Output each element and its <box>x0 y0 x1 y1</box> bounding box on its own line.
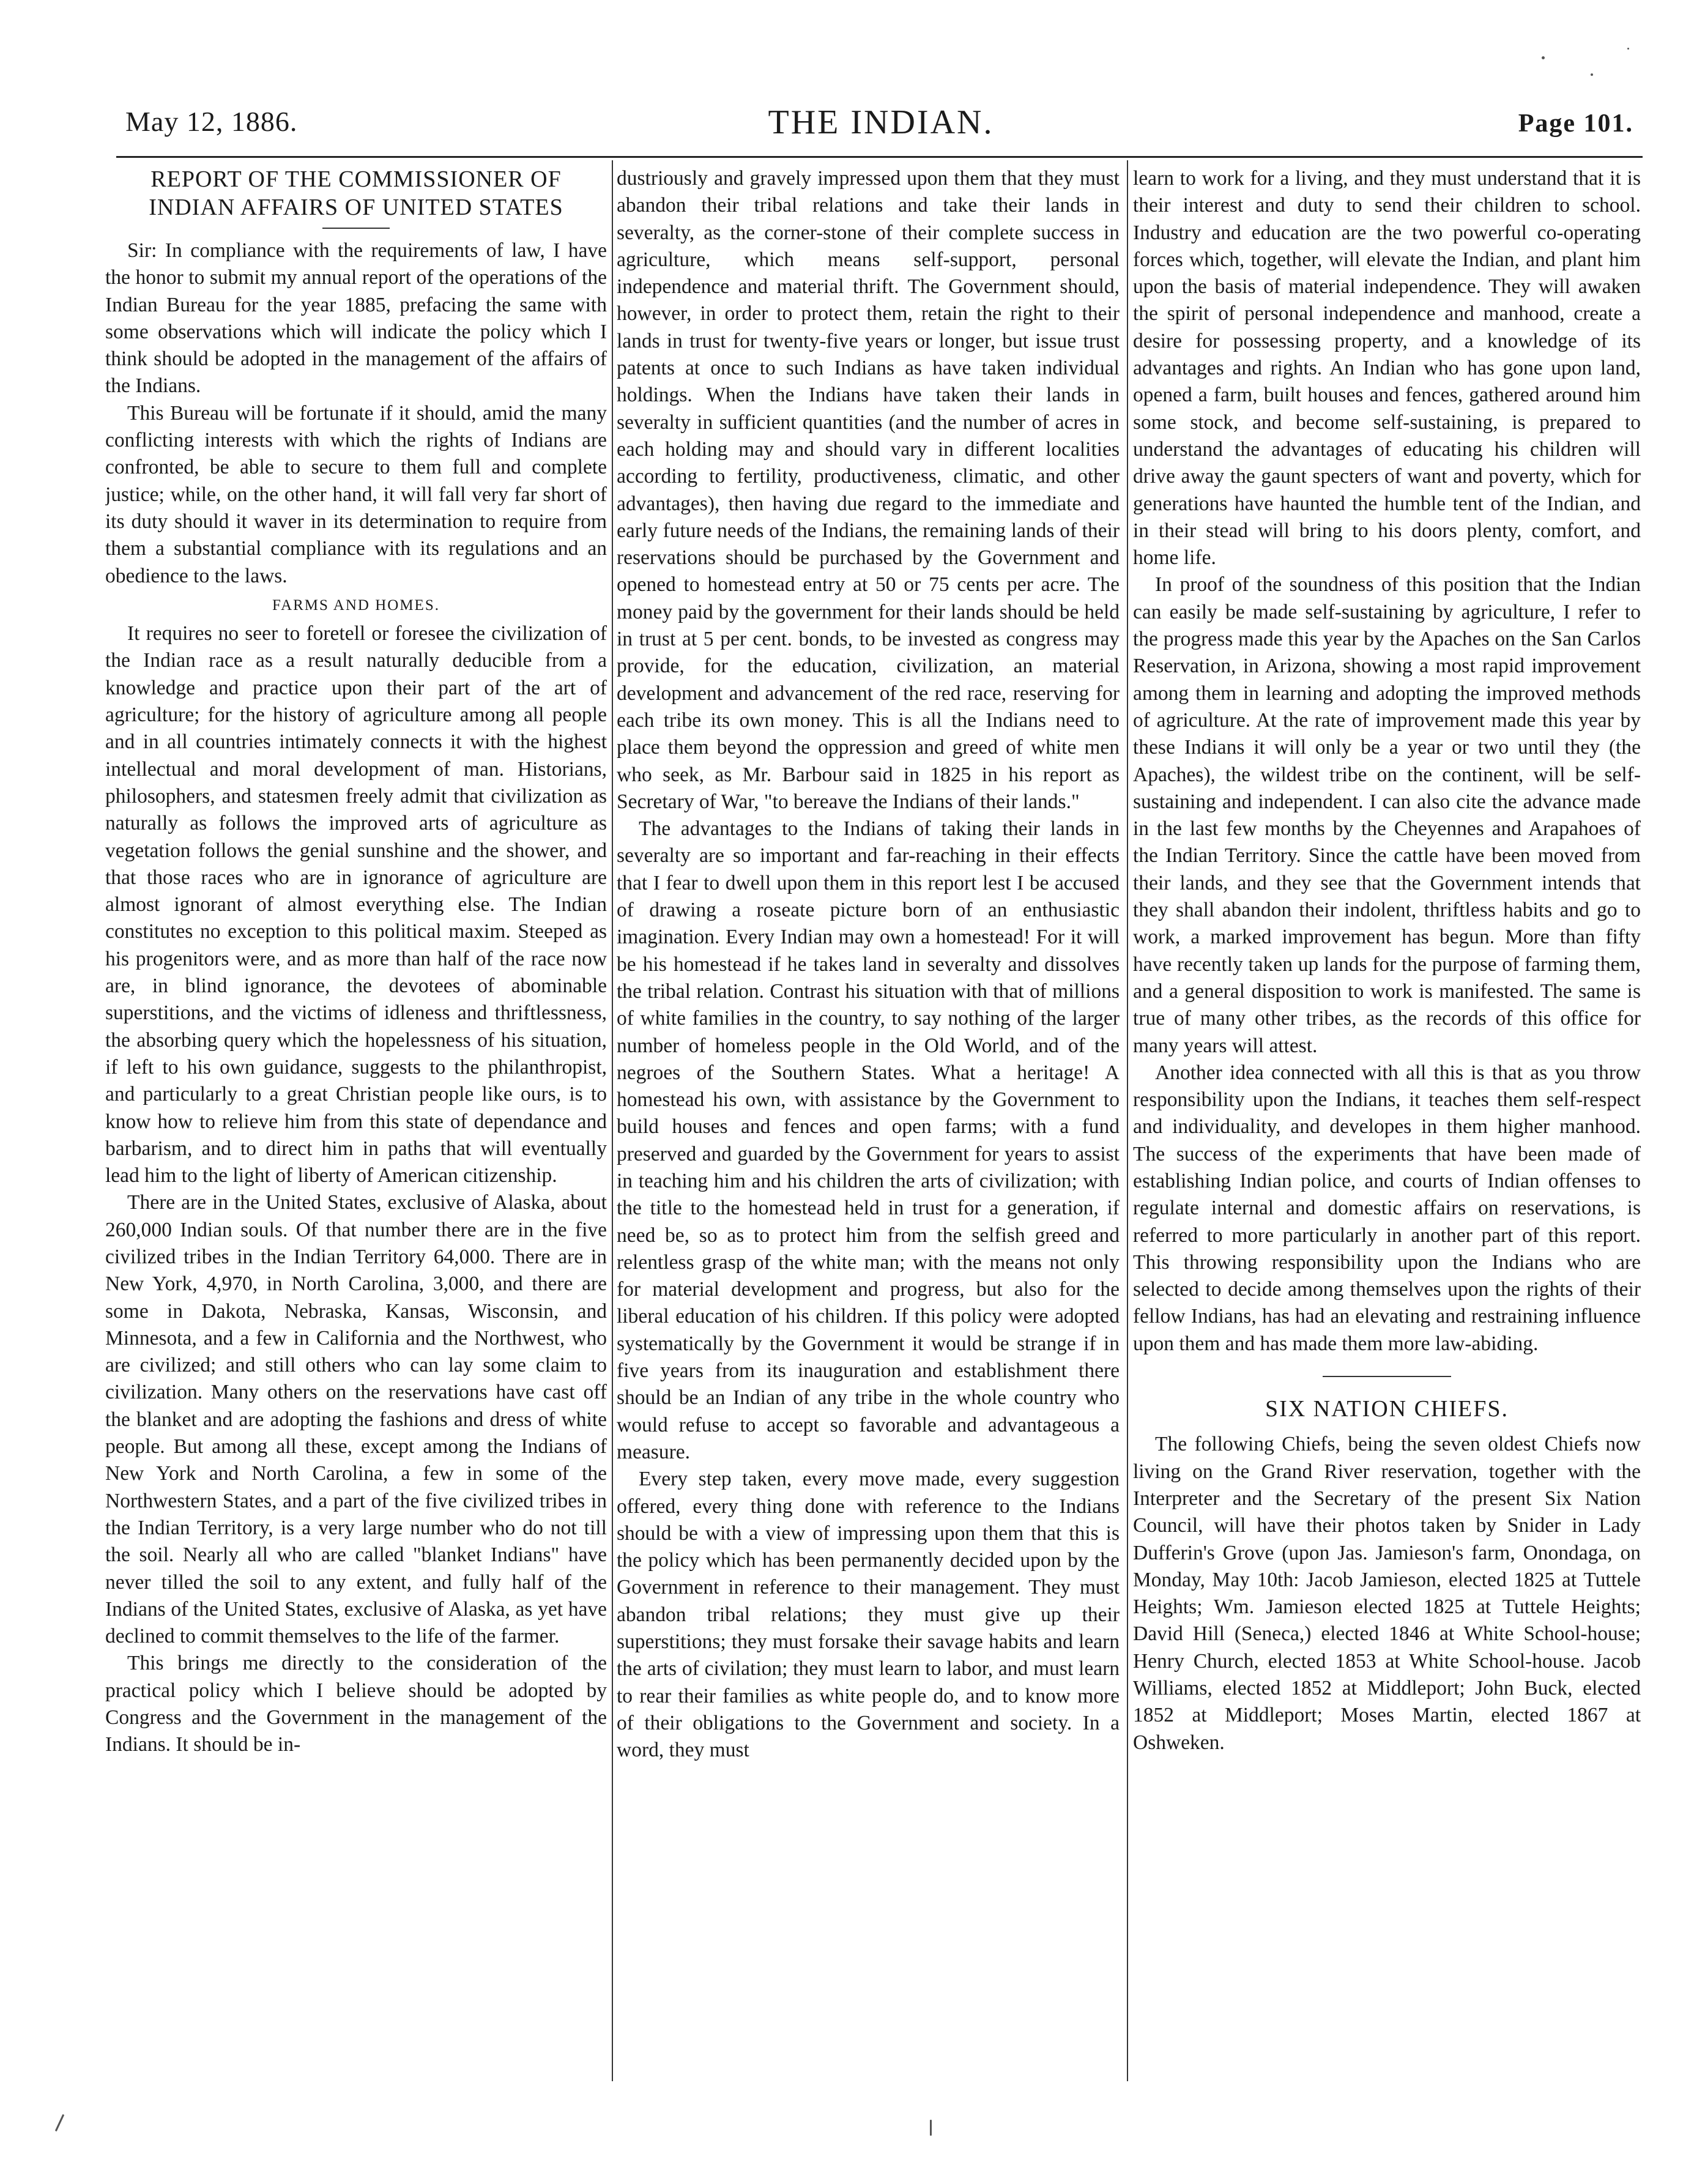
section-rule <box>1323 1376 1451 1377</box>
column-1 <box>105 165 607 2062</box>
column-2 <box>617 165 1120 2062</box>
report-paragraph: In proof of the soundness of this position that the Indian can easily be made self-sustaining by agriculture, I refer to the progress made this year by the Apaches on the San Carlos Reservation, in Arizona, showing a most rapid improvement among them in learning and adopting the improved methods of agriculture. At the rate of improvement made this year by these Indians it will only be a year or two until they (the Apaches), the wildest tribe on the continent, will be self-sustaining and independent. I can also cite the advance made in the last few months by the Cheyennes and Arapahoes of the Indian Territory. Since the cattle have been moved from their lands, and they see that the Government intends that they shall abandon their indolent, thriftless habits and go to work, a marked improvement has begun. More than fifty have recently taken up lands for the purpose of farming them, and a general disposition to work is manifested. The same is true of many other tribes, as the records of this office for many years will attest. <box>1133 573 1641 1057</box>
ink-speck <box>1591 73 1593 76</box>
report-paragraph: dustriously and gravely impressed upon them that they must abandon their tribal relations and take their lands in severalty, as the corner-stone of their complete success in agriculture, which means self-support, personal independence and material thrift. The Government should, however, in order to protect them, retain the right to their lands in trust for twenty-five years or longer, but issue trust patents at once to such Indians as have taken individual holdings. When the Indians have taken their lands in severalty in sufficient quantities (and the number of acres in each holding may and should vary in different localities according to fertility, productiveness, climatic, and other advantages), then having due regard to the immediate and early future needs of the Indians, the remaining lands of their reservations should be purchased by the Government and opened to homestead entry at 50 or 75 cents per acre. The money paid by the government for their lands should be held in trust at 5 per cent. bonds, to be invested as congress may provide, for the education, civilization, an material development and advancement of the red race, reserving for each tribe its own money. This is all the Indians need to place them beyond the oppression and greed of white men who seek, as Mr. Barbour said in 1825 in his report as Secretary of War, "to bereave the Indians of their lands." <box>617 167 1120 813</box>
issue-date: May 12, 1886. <box>125 106 298 137</box>
report-heading: REPORT OF THE COMMISSIONER OF INDIAN AFFAIRS OF UNITED STATES <box>149 166 563 220</box>
report-paragraph: It requires no seer to foretell or foresee the civilization of the Indian race as a result naturally deducible from a knowledge and practice upon their part of the art of agriculture; for the history of agriculture among all people and in all countries intimately connects it with the highest intellectual and moral development of man. Historians, philosophers, and statesmen freely admit that civilization as naturally as follows the improved arts of agriculture as vegetation follows the genial sunshine and the shower, and that those races who are in ignorance of agriculture are almost ignorant of almost everything else. The Indian constitutes no exception to this political maxim. Steeped as his progenitors were, and as more than half of the race now are, in blind ignorance, the devotees of abominable superstitions, and the victims of idleness and thriftlessness, the absorbing query which the hopelessness of his situation, if left to his own guidance, suggests to the philanthropist, and particularly to a great Christian people like ours, is to know how to relieve him from this state of dependance and barbarism, and to direct him in paths that will eventually lead him to the light of liberty of American citizenship. <box>105 622 607 1187</box>
newspaper-title: THE INDIAN. <box>768 103 994 141</box>
masthead-rule <box>116 156 1643 158</box>
section-subhead: FARMS AND HOMES. <box>272 596 440 614</box>
chiefs-paragraph: The following Chiefs, being the seven oldest Chiefs now living on the Grand River reservation, together with the Interpreter and the Secretary of the present Six Nation Council, will have their photos taken by Snider in Lady Dufferin's Grove (upon Jas. Jamieson's farm, Onondaga, on Monday, May 10th: Jacob Jamieson, elected 1825 at Tuttele Heights; Wm. Jamieson elected 1825 at Tuttele Heights; David Hill (Seneca,) elected 1846 at White School-house; Henry Church, elected 1853 at White School-house. Jacob Williams, elected 1852 at Middleport; John Buck, elected 1852 at Middleport; Moses Martin, elected 1867 at Oshweken. <box>1133 1433 1641 1754</box>
page-number: Page 101. <box>1518 110 1633 138</box>
ink-speck <box>55 2114 64 2131</box>
column-divider <box>1127 160 1128 2081</box>
report-paragraph: This brings me directly to the consideration of the practical policy which I believe should be adopted by Congress and the Government in the management of the Indians. It should be in- <box>105 1652 607 1756</box>
report-paragraph: This Bureau will be fortunate if it should, amid the many conflicting interests with which the rights of Indians are confronted, be able to secure to them full and complete justice; while, on the other hand, it will fall very far short of its duty should it waver in its determination to require from them a substantial compliance with its regulations and an obedience to the laws. <box>105 401 607 587</box>
ink-speck <box>1627 48 1629 50</box>
report-paragraph: There are in the United States, exclusive of Alaska, about 260,000 Indian souls. Of that number there are in the five civilized tribes in the Indian Territory 64,000. There are in New York, 4,970, in North Carolina, 3,000, and there are some in Dakota, Nebraska, Kansas, Wisconsin, and Minnesota, and a few in California and the Northwest, who are civilized; and still others who can lay some claim to civilization. Many others on the reservations have cast off the blanket and are adopting the fashions and dress of white people. But among all these, except among the Indians of New York and North Carolina, a few in some of the Northwestern States, and a part of the five civilized tribes in the Indian Territory, is a very large number who do not till the soil. Nearly all who are called "blanket Indians" have never tilled the soil to any extent, and fully half of the Indians of the United States, exclusive of Alaska, as yet have declined to commit themselves to the life of the farmer. <box>105 1191 607 1648</box>
report-paragraph: learn to work for a living, and they must understand that it is their interest and duty to send their children to school. Industry and education are the two powerful co-operating forces which, together, will elevate the Indian, and plant him upon the basis of material independence. They will awaken the spirit of personal independence and manhood, create a desire for possessing property, and a knowledge of its advantages and rights. An Indian who has gone upon land, opened a farm, built houses and fences, gathered around him some stock, and become self-sustaining, is prepared to understand the advantages of educating his children will drive away the gaunt specters of want and poverty, which for generations have haunted the humble tent of the Indian, and in their stead will bring to his doors plenty, comfort, and home life. <box>1133 167 1641 570</box>
report-paragraph: Sir: In compliance with the requirements of law, I have the honor to submit my annual report of the operations of the Indian Bureau for the year 1885, prefacing the same with some observations which will indicate the policy which I think should be adopted in the management of the affairs of the Indians. <box>105 239 607 398</box>
report-paragraph: Another idea connected with all this is that as you throw responsibility upon the Indians, it teaches them self-respect and individuality, and developes in them higher manhood. The success of the experiments that have been made of establishing Indian police, and courts of Indian offenses to regulate internal and domestic affairs on reservations, is referred to more particularly in another part of this report. This throwing responsibility upon the Indians who are selected to decide among themselves upon the rights of their fellow Indians, has had an elevating and restraining influence upon them and has made them more law-abiding. <box>1133 1061 1641 1355</box>
ink-speck <box>930 2120 932 2136</box>
column-divider <box>612 160 613 2081</box>
chiefs-heading: SIX NATION CHIEFS. <box>1265 1396 1509 1422</box>
column-3 <box>1133 165 1641 2062</box>
masthead <box>116 103 1646 152</box>
ink-speck <box>1542 56 1545 59</box>
report-paragraph: Every step taken, every move made, every suggestion offered, every thing done with reference to the Indians should be with a view of impressing upon them that this is the policy which has been permanently decided upon by the Government in reference to their management. They must abandon tribal relations; they must give up their superstitions; they must forsake their savage habits and learn the arts of civilation; they must learn to labor, and must learn to rear their families as white people do, and to know more of their obligations to the Government and society. In a word, they must <box>617 1468 1120 1762</box>
heading-rule <box>322 228 390 229</box>
report-paragraph: The advantages to the Indians of taking their lands in severalty are so important and far-reaching in their effects that I fear to dwell upon them in this report lest I be accused of drawing a roseate picture born of an enthusiastic imagination. Every Indian may own a homestead! For it will be his homestead if he takes land in severalty and dissolves the tribal relation. Contrast his situation with that of millions of white families in the country, to say nothing of the larger number of homeless people in the Old World, and of the negroes of the Southern States. What a heritage! A homestead his own, with assistance by the Government to build houses and fences and open farms; with a fund preserved and guarded by the Government for years to assist in teaching him and his children the arts of civilization; with the title to the homestead held in trust for a generation, if need be, so as to protect him from the selfish greed and relentless grasp of the white man; with the means not only for material development and progress, but also for the liberal education of his children. If this policy were adopted systematically by the Government it would be strange if in five years from its inauguration and establishment there should be an Indian of any tribe in the whole country who would refuse to accept so favorable and advantageous a measure. <box>617 817 1120 1463</box>
